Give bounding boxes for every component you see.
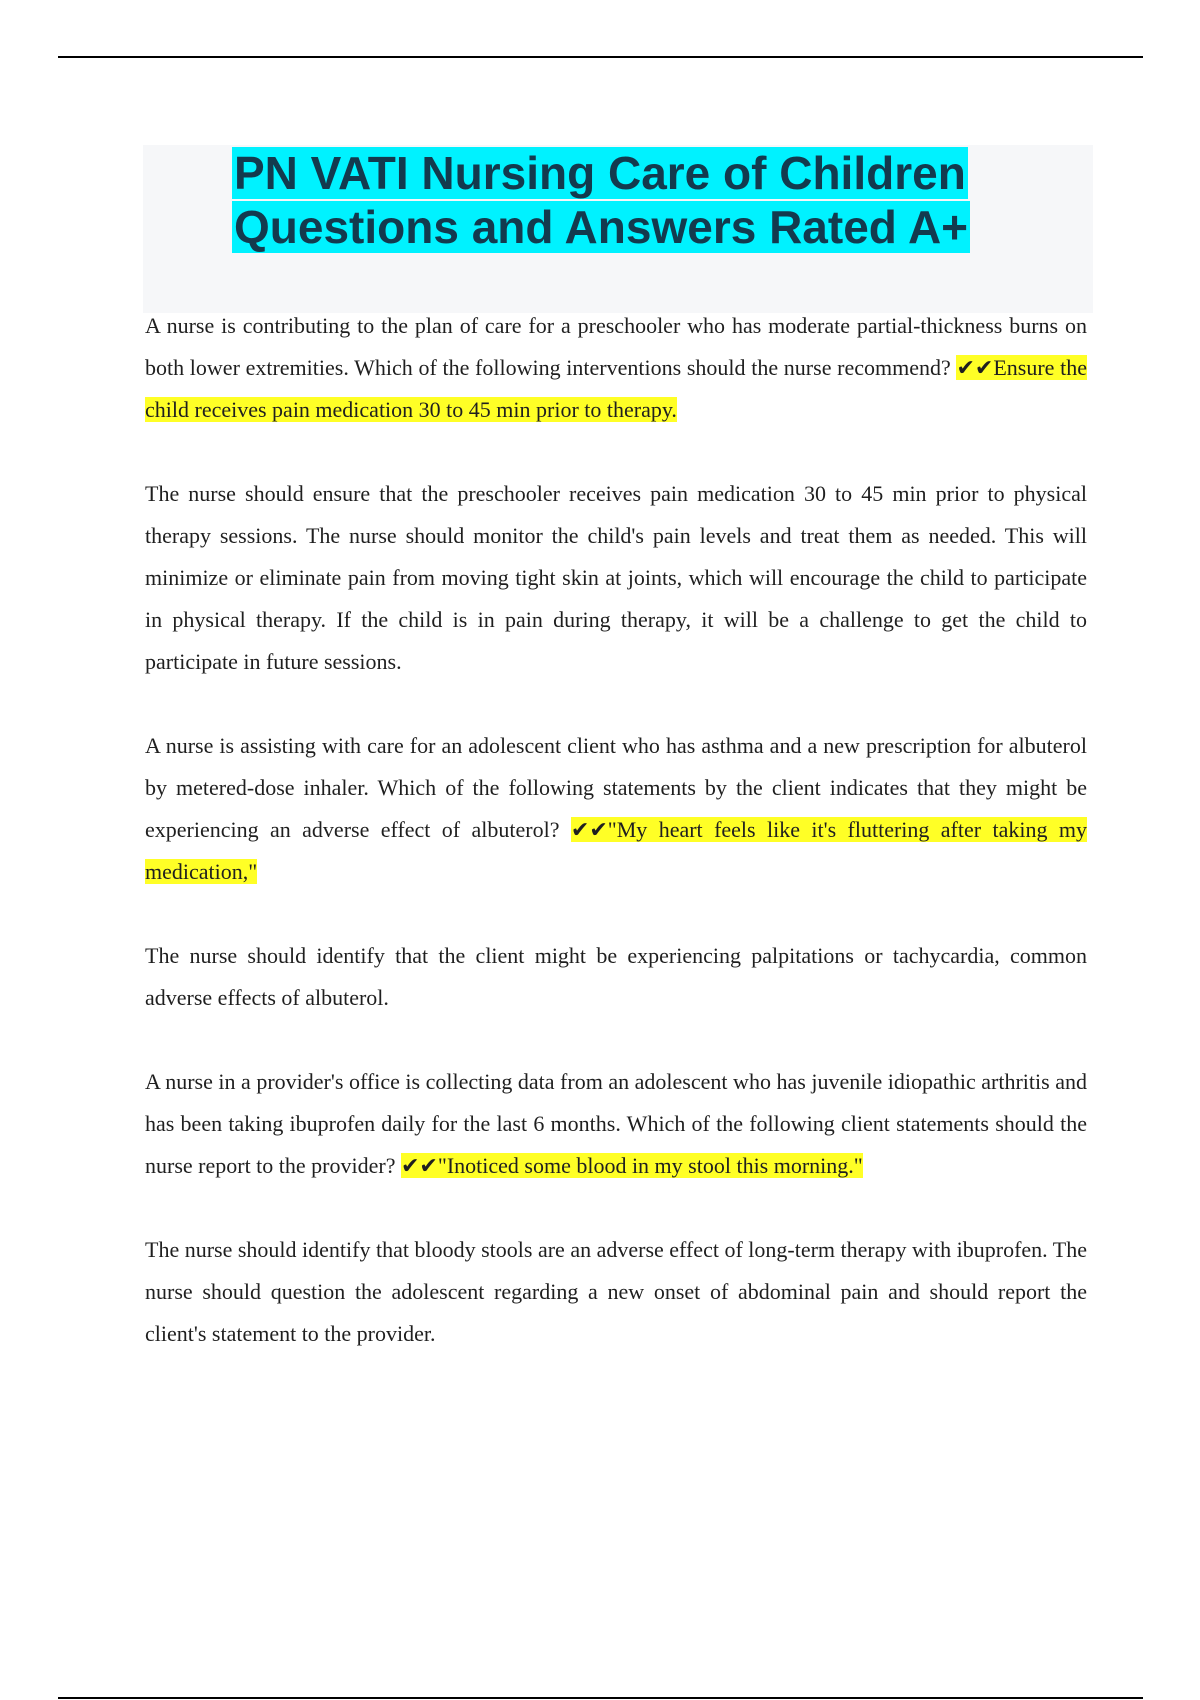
question-1-text: A nurse is contributing to the plan of care for a preschooler who has moderate partial-thickness burns on both lower extremities. Which of the following interventions should the nurse recommend? xyxy=(145,313,1087,380)
question-3 xyxy=(145,1061,1087,1187)
document-body xyxy=(145,305,1087,1397)
rationale-3: The nurse should identify that bloody stools are an adverse effect of long-term therapy with ibuprofen. The nurse should question the adolescent regarding a new onset of abdominal pain and should report the client's statement to the provider. xyxy=(145,1237,1087,1346)
answer-2-highlight: ✔✔"My heart feels like it's fluttering after taking my medication," xyxy=(145,817,1087,884)
document-title xyxy=(232,146,1004,254)
question-3-text: A nurse in a provider's office is collecting data from an adolescent who has juvenile idiopathic arthritis and has been taking ibuprofen daily for the last 6 months. Which of the following client statements should the nurse report to the provider? xyxy=(145,1069,1087,1178)
answer-3-highlight: ✔✔"Inoticed some blood in my stool this morning." xyxy=(400,1153,863,1178)
top-rule xyxy=(58,56,1143,58)
rationale-2: The nurse should identify that the client might be experiencing palpitations or tachycardia, common adverse effects of albuterol. xyxy=(145,943,1087,1010)
title-line-2: Questions and Answers Rated A+ xyxy=(234,201,969,253)
rationale-1: The nurse should ensure that the preschooler receives pain medication 30 to 45 min prior to physical therapy sessions. The nurse should monitor the child's pain levels and treat them as needed. This will minimize or eliminate pain from moving tight skin at joints, which will encourage the child to participate in physical therapy. If the child is in pain during therapy, it will be a challenge to get the child to participate in future sessions. xyxy=(145,481,1087,674)
title-line-1: PN VATI Nursing Care of Children xyxy=(234,147,966,199)
question-2 xyxy=(145,725,1087,893)
bottom-rule xyxy=(58,1697,1143,1699)
answer-1-highlight: ✔✔Ensure the child receives pain medication 30 to 45 min prior to therapy. xyxy=(145,355,1087,422)
question-2-text: A nurse is assisting with care for an adolescent client who has asthma and a new prescription for albuterol by metered-dose inhaler. Which of the following statements by the client indicates that they might be experiencing an adverse effect of albuterol? xyxy=(145,733,1087,842)
question-1 xyxy=(145,305,1087,431)
